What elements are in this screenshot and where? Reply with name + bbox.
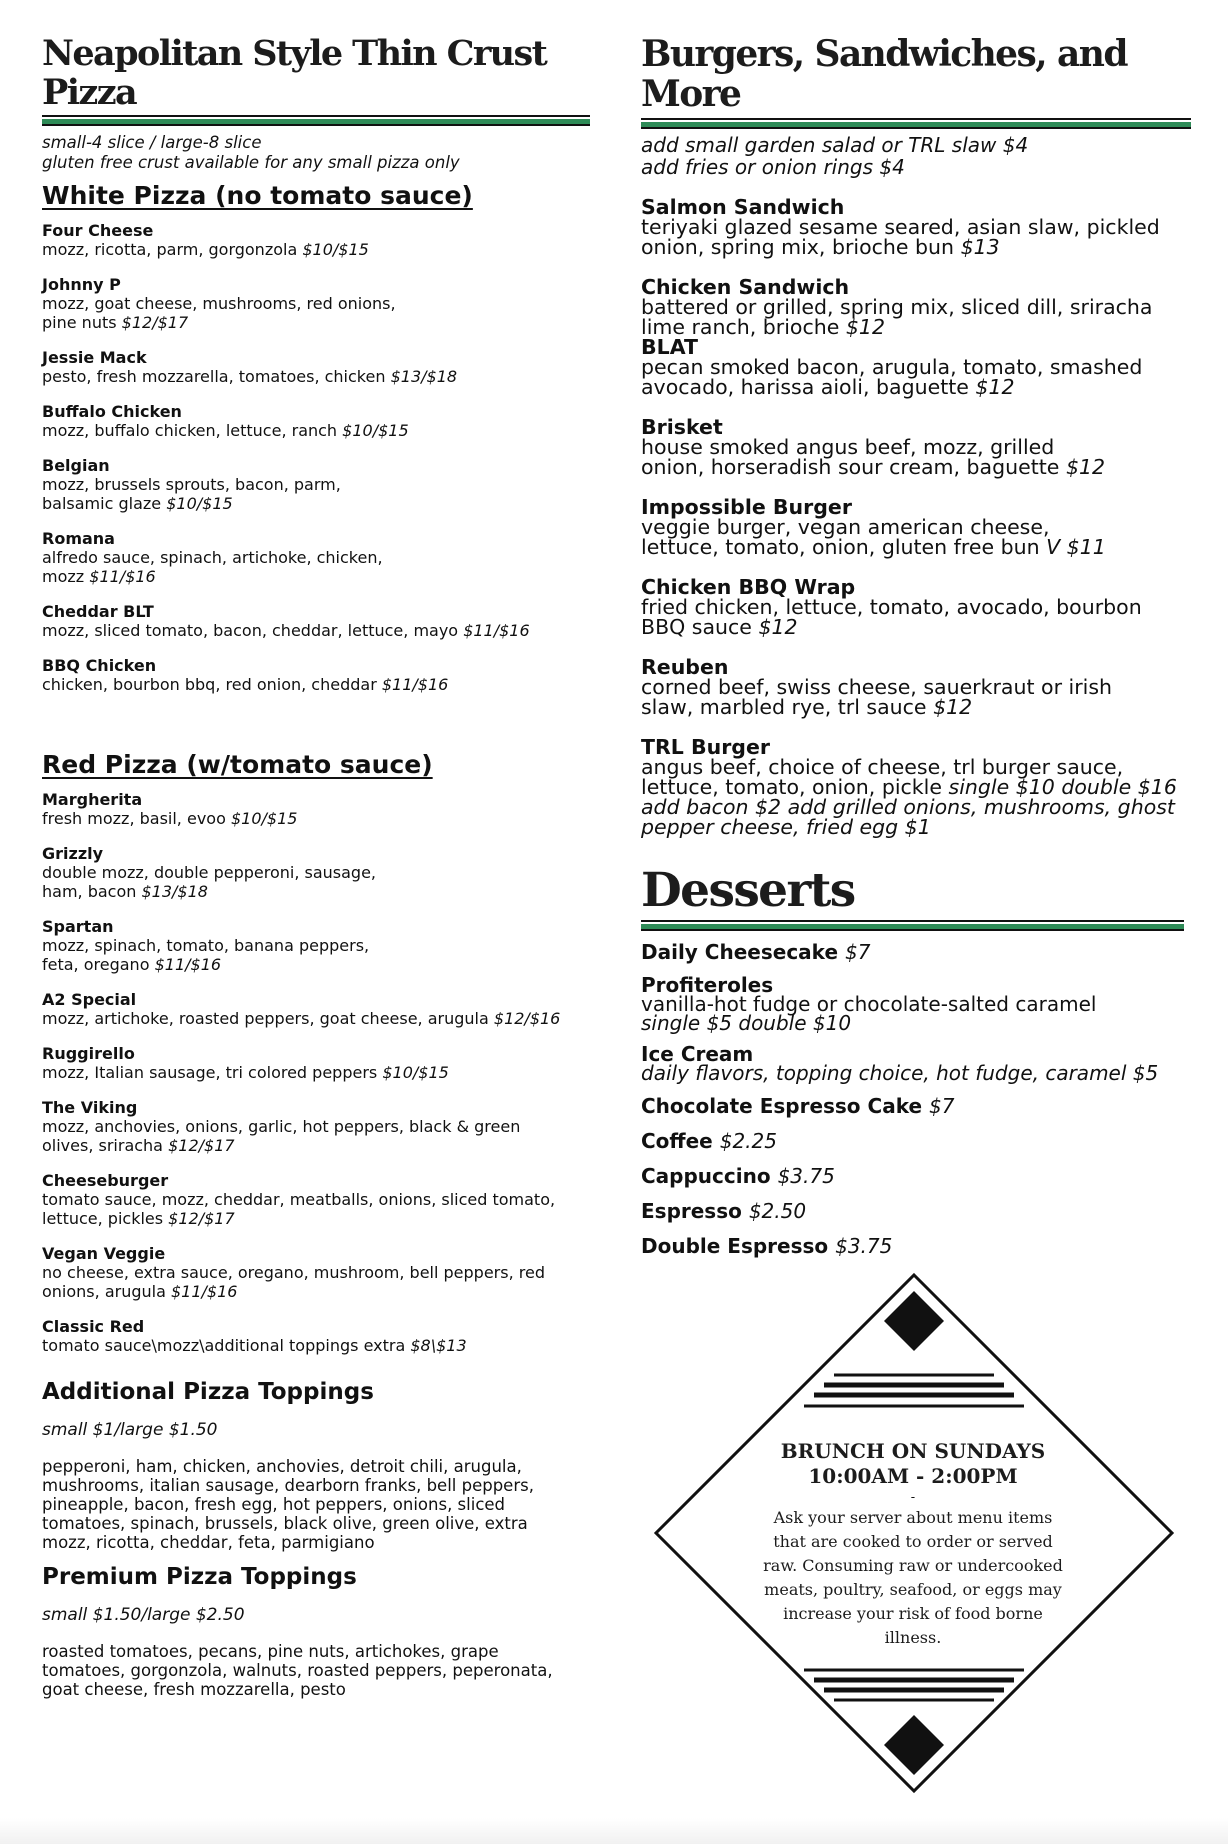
item-price: $2.50 bbox=[748, 1199, 807, 1224]
menu-item bbox=[641, 334, 1191, 399]
item-desc: pecan smoked bacon, arugula, tomato, smashed avocado, harissa aioli, baguette bbox=[641, 354, 1143, 399]
dessert-item bbox=[641, 1094, 1191, 1118]
burgers-note-salad: add small garden salad or TRL slaw $4 bbox=[641, 132, 1029, 157]
dessert-item bbox=[641, 1042, 1191, 1086]
item-desc: double mozz, double pepperoni, sausage, ham, bacon bbox=[42, 863, 377, 902]
pizza-title-rule bbox=[42, 115, 590, 127]
item-price: $12/$17 bbox=[168, 1209, 235, 1229]
item-name: Double Espresso bbox=[641, 1234, 829, 1259]
item-name: TRL Burger bbox=[641, 734, 770, 759]
menu-item bbox=[42, 403, 590, 440]
burgers-note-fries: add fries or onion rings $4 bbox=[641, 154, 905, 179]
white-pizza-heading: White Pizza (no tomato sauce) bbox=[42, 181, 473, 211]
item-name: Cheeseburger bbox=[42, 1171, 169, 1191]
item-price: V $11 bbox=[1046, 534, 1106, 559]
white-pizza-list bbox=[42, 222, 590, 694]
menu-item bbox=[42, 276, 590, 332]
item-price: $10/$15 bbox=[302, 240, 369, 260]
desserts-title: Desserts bbox=[641, 862, 855, 918]
item-name: Reuben bbox=[641, 654, 729, 679]
menu-item bbox=[42, 457, 590, 513]
item-name: Buffalo Chicken bbox=[42, 402, 182, 422]
item-desc: pesto, fresh mozzarella, tomatoes, chicken bbox=[42, 367, 386, 387]
menu-item bbox=[42, 603, 590, 640]
item-desc: mozz, anchovies, onions, garlic, hot peppers, black & green olives, sriracha bbox=[42, 1117, 521, 1156]
item-price: $2.25 bbox=[719, 1129, 777, 1154]
item-desc: mozz, artichoke, roasted peppers, goat cheese, arugula bbox=[42, 1009, 489, 1029]
item-price: $11/$16 bbox=[170, 1282, 238, 1302]
item-price: $11/$16 bbox=[463, 621, 530, 641]
burgers-title-rule bbox=[641, 118, 1191, 130]
raw-food-warning: Ask your server about menu items that are cooked to order or served raw. Consuming raw or undercooked meats, poultry, seafood, or eggs may increase your risk of food borne illness. bbox=[763, 1508, 1063, 1647]
red-pizza-heading: Red Pizza (w/tomato sauce) bbox=[42, 750, 433, 780]
menu-item bbox=[42, 349, 590, 386]
item-price: $8\$13 bbox=[410, 1336, 467, 1356]
desserts-list bbox=[641, 940, 1191, 1258]
item-price: $10/$15 bbox=[342, 421, 409, 441]
item-price: $10/$15 bbox=[230, 809, 298, 829]
pizza-note-sizes: small-4 slice / large-8 slice bbox=[42, 133, 262, 153]
item-price-note: single $5 double $10 bbox=[641, 1011, 852, 1036]
page-bottom-shadow bbox=[0, 1818, 1228, 1844]
dessert-item bbox=[641, 973, 1191, 1036]
item-desc: angus beef, choice of cheese, trl burger sauce, lettuce, tomato, onion, pickle bbox=[641, 754, 1124, 799]
menu-item bbox=[42, 1245, 590, 1301]
item-price: $13/$18 bbox=[141, 882, 208, 902]
item-name: Cappuccino bbox=[641, 1164, 771, 1189]
menu-item bbox=[42, 845, 590, 901]
dessert-item bbox=[641, 1164, 1191, 1188]
item-name: A2 Special bbox=[42, 990, 137, 1010]
item-name: Chicken Sandwich bbox=[641, 274, 850, 299]
brunch-hours: 10:00AM - 2:00PM bbox=[808, 1464, 1018, 1488]
dessert-item bbox=[641, 1199, 1191, 1223]
premium-toppings-price: small $1.50/large $2.50 bbox=[42, 1605, 245, 1626]
item-desc: chicken, bourbon bbq, red onion, cheddar bbox=[42, 675, 377, 695]
item-price: $11/$16 bbox=[89, 567, 156, 587]
item-name: Brisket bbox=[641, 414, 723, 439]
item-price: $3.75 bbox=[835, 1234, 893, 1259]
menu-item bbox=[42, 791, 590, 828]
menu-item bbox=[641, 194, 1191, 259]
burgers-list bbox=[641, 194, 1191, 839]
item-desc: battered or grilled, spring mix, sliced dill, sriracha lime ranch, brioche bbox=[641, 294, 1153, 339]
burgers-notes bbox=[641, 134, 1191, 178]
item-price: $12 bbox=[933, 694, 973, 719]
dessert-item bbox=[641, 1234, 1191, 1258]
item-price: $10/$15 bbox=[166, 494, 233, 514]
item-name: BLAT bbox=[641, 334, 698, 359]
item-price: single $10 double $16 bbox=[948, 774, 1177, 799]
menu-item bbox=[641, 574, 1191, 639]
menu-item bbox=[42, 1045, 590, 1082]
item-desc: mozz, ricotta, parm, gorgonzola bbox=[42, 240, 298, 260]
menu-item bbox=[641, 494, 1191, 559]
menu-item bbox=[42, 1318, 590, 1355]
item-name: Grizzly bbox=[42, 844, 104, 864]
item-name: Cheddar BLT bbox=[42, 602, 154, 622]
item-desc: mozz, brussels sprouts, bacon, parm, balsamic glaze bbox=[42, 475, 341, 514]
item-price: $12 bbox=[758, 614, 798, 639]
item-name: The Viking bbox=[42, 1098, 138, 1118]
item-desc: alfredo sauce, spinach, artichoke, chicken, mozz bbox=[42, 548, 383, 587]
item-price: $12 bbox=[1065, 454, 1106, 479]
item-price: $13 bbox=[960, 234, 1000, 259]
pizza-notes bbox=[42, 133, 590, 173]
item-name: Johnny P bbox=[42, 275, 121, 295]
item-name: Jessie Mack bbox=[42, 348, 147, 368]
dessert-item bbox=[641, 940, 1191, 964]
menu-item bbox=[42, 1172, 590, 1228]
item-name: Chocolate Espresso Cake bbox=[641, 1094, 923, 1119]
item-desc: teriyaki glazed sesame seared, asian slaw, pickled onion, spring mix, brioche bun bbox=[641, 214, 1160, 259]
menu-item bbox=[42, 991, 590, 1028]
item-price: $3.75 bbox=[777, 1164, 835, 1189]
item-price: $7 bbox=[928, 1094, 955, 1119]
item-desc: tomato sauce\mozz\additional toppings extra bbox=[42, 1336, 406, 1356]
menu-item bbox=[42, 918, 590, 974]
item-desc: veggie burger, vegan american cheese, lettuce, tomato, onion, gluten free bun bbox=[641, 514, 1050, 559]
item-name: Four Cheese bbox=[42, 221, 154, 241]
dessert-item bbox=[641, 1129, 1191, 1153]
item-name: Salmon Sandwich bbox=[641, 194, 845, 219]
item-desc: corned beef, swiss cheese, sauerkraut or irish slaw, marbled rye, trl sauce bbox=[641, 674, 1112, 719]
menu-item bbox=[42, 222, 590, 259]
item-desc: daily flavors, topping choice, hot fudge, caramel $5 bbox=[641, 1061, 1159, 1086]
item-price: $12/$17 bbox=[168, 1136, 235, 1156]
item-price: $11/$16 bbox=[154, 955, 222, 975]
item-name: Espresso bbox=[641, 1199, 742, 1224]
additional-toppings-list: pepperoni, ham, chicken, anchovies, detroit chili, arugula, mushrooms, italian sausage, dearborn franks, bell peppers, pineapple, bacon, fresh egg, hot peppers, onions, sliced tomatoes, spinach, brussels, black olive, green olive, extra mozz, ricotta, cheddar, feta, parmigiano bbox=[42, 1457, 534, 1553]
item-desc: vanilla-hot fudge or chocolate-salted caramel bbox=[641, 992, 1097, 1017]
item-desc: fresh mozz, basil, evoo bbox=[42, 809, 226, 829]
item-name: Coffee bbox=[641, 1129, 713, 1154]
item-desc: no cheese, extra sauce, oregano, mushroom, bell peppers, red onions, arugula bbox=[42, 1263, 545, 1302]
item-desc: mozz, buffalo chicken, lettuce, ranch bbox=[42, 421, 338, 441]
burgers-column bbox=[641, 34, 1191, 1269]
item-extra: add bacon $2 add grilled onions, mushrooms, ghost pepper cheese, fried egg $1 bbox=[641, 794, 1175, 839]
item-price: $10/$15 bbox=[382, 1063, 449, 1083]
item-name: Ice Cream bbox=[641, 1042, 754, 1067]
item-price: $12 bbox=[845, 314, 885, 339]
item-name: Profiteroles bbox=[641, 973, 774, 998]
brunch-day: BRUNCH ON SUNDAYS bbox=[780, 1439, 1046, 1463]
desserts-title-rule bbox=[641, 920, 1184, 932]
item-name: Chicken BBQ Wrap bbox=[641, 574, 856, 599]
premium-toppings-list: roasted tomatoes, pecans, pine nuts, artichokes, grape tomatoes, gorgonzola, walnuts, roasted peppers, peperonata, goat cheese, fresh mozzarella, pesto bbox=[42, 1642, 553, 1700]
item-name: Spartan bbox=[42, 917, 114, 937]
item-name: Belgian bbox=[42, 456, 110, 476]
item-desc: house smoked angus beef, mozz, grilled onion, horseradish sour cream, baguette bbox=[641, 434, 1060, 479]
item-name: Classic Red bbox=[42, 1317, 145, 1337]
menu-item bbox=[641, 734, 1191, 839]
additional-toppings-price: small $1/large $1.50 bbox=[42, 1420, 218, 1441]
premium-toppings-heading: Premium Pizza Toppings bbox=[42, 1564, 357, 1591]
menu-item bbox=[641, 274, 1191, 339]
pizza-column bbox=[42, 34, 590, 1699]
item-price: $11/$16 bbox=[381, 675, 449, 695]
menu-item bbox=[641, 414, 1191, 479]
item-desc: mozz, goat cheese, mushrooms, red onions, pine nuts bbox=[42, 294, 396, 333]
burgers-title: Burgers, Sandwiches, and More bbox=[641, 33, 1127, 116]
brunch-text bbox=[763, 1439, 1063, 1650]
item-desc: mozz, sliced tomato, bacon, cheddar, lettuce, mayo bbox=[42, 621, 459, 641]
item-name: Daily Cheesecake bbox=[641, 940, 839, 965]
red-pizza-list bbox=[42, 791, 590, 1355]
additional-toppings-heading: Additional Pizza Toppings bbox=[42, 1379, 374, 1406]
item-price: $12 bbox=[975, 374, 1015, 399]
item-name: Margherita bbox=[42, 790, 143, 810]
item-name: Vegan Veggie bbox=[42, 1244, 166, 1264]
menu-item bbox=[42, 1099, 590, 1155]
item-desc: mozz, spinach, tomato, banana peppers, feta, oregano bbox=[42, 936, 370, 975]
item-desc: fried chicken, lettuce, tomato, avocado, bourbon BBQ sauce bbox=[641, 594, 1142, 639]
menu-item bbox=[42, 530, 590, 586]
pizza-title: Neapolitan Style Thin Crust Pizza bbox=[42, 33, 547, 114]
pizza-note-gluten-free: gluten free crust available for any small pizza only bbox=[42, 153, 460, 173]
item-price: $7 bbox=[844, 940, 871, 965]
item-price: $13/$18 bbox=[390, 367, 458, 387]
item-name: Impossible Burger bbox=[641, 494, 852, 519]
item-price: $12/$16 bbox=[493, 1009, 561, 1029]
brunch-diamond bbox=[653, 1272, 1175, 1794]
item-name: Romana bbox=[42, 529, 115, 549]
item-name: Ruggirello bbox=[42, 1044, 135, 1064]
item-price: $12/$17 bbox=[121, 313, 189, 333]
item-desc: mozz, Italian sausage, tri colored peppers bbox=[42, 1063, 378, 1083]
brunch-divider: - bbox=[910, 1490, 916, 1505]
menu-item bbox=[42, 657, 590, 694]
item-desc: tomato sauce, mozz, cheddar, meatballs, onions, sliced tomato, lettuce, pickles bbox=[42, 1190, 556, 1229]
item-name: BBQ Chicken bbox=[42, 656, 157, 676]
menu-item bbox=[641, 654, 1191, 719]
